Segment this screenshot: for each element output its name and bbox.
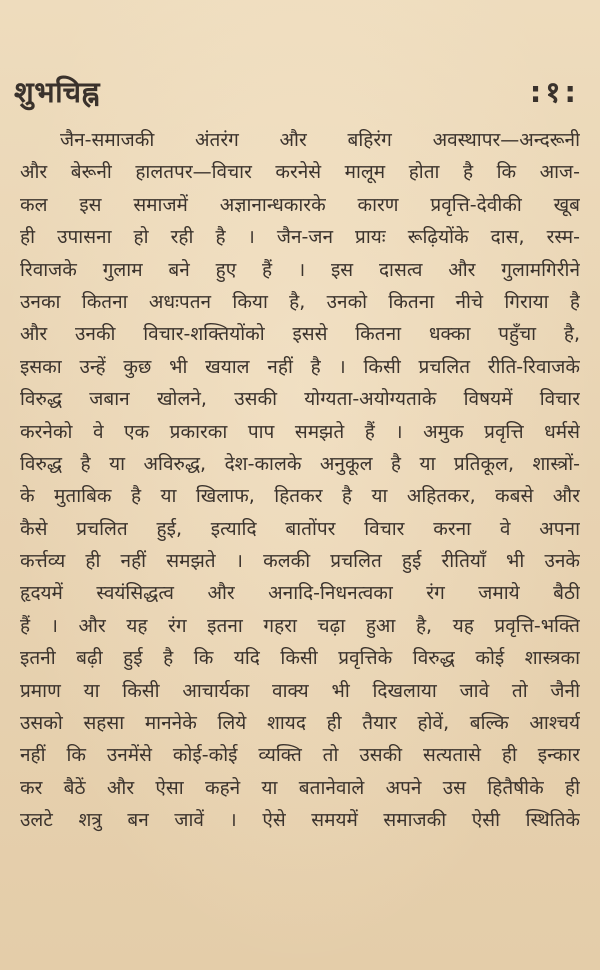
text-line: जैन-समाजकी अंतरंग और बहिरंग अवस्थापर—अन्दरूनी: [60, 129, 580, 151]
page-number: :१:: [529, 75, 580, 109]
text-line: विरुद्ध जबान खोलने, उसकी योग्यता-अयोग्यताके विषयमें विचार: [20, 388, 580, 411]
text-line: कैसे प्रचलित हुई, इत्यादि बातोंपर विचार करना वे अपना: [20, 517, 580, 540]
text-line: इसका उन्हें कुछ भी खयाल नहीं है । किसी प्रचलित रीति-रिवाजके: [20, 355, 580, 378]
text-line: ही उपासना हो रही है । जैन-जन प्रायः रूढ़ियोंके दास, रस्म-: [20, 226, 580, 249]
running-title: शुभचिह्न: [14, 75, 101, 109]
text-line: उलटे शत्रु बन जावें । ऐसे समयमें समाजकी ऐसी स्थितिके: [20, 809, 580, 832]
text-line: हृदयमें स्वयंसिद्धत्व और अनादि-निधनत्वका रंग जमाये बैठी: [20, 582, 580, 605]
text-line: के मुताबिक है या खिलाफ, हितकर है या अहितकर, कबसे और: [20, 485, 580, 508]
text-line: और उनकी विचार-शक्तियोंको इससे कितना धक्का पहुँचा है,: [20, 323, 580, 346]
page-header: [14, 72, 586, 118]
text-line: हैं । और यह रंग इतना गहरा चढ़ा हुआ है, यह प्रवृत्ति-भक्ति: [20, 614, 580, 637]
text-line: नहीं कि उनमेंसे कोई-कोई व्यक्ति तो उसकी सत्यतासे ही इन्कार: [20, 744, 580, 767]
body-text: [20, 124, 580, 837]
text-line: कर्त्तव्य ही नहीं समझते । कलकी प्रचलित हुई रीतियाँ भी उनके: [20, 550, 580, 573]
text-line: कर बैठें और ऐसा कहने या बतानेवाले अपने उस हितैषीके ही: [20, 776, 580, 799]
text-line: इतनी बढ़ी हुई है कि यदि किसी प्रवृत्तिके विरुद्ध कोई शास्त्रका: [20, 647, 580, 670]
text-line: विरुद्ध है या अविरुद्ध, देश-कालके अनुकूल है या प्रतिकूल, शास्त्रों-: [20, 452, 580, 475]
text-line: और बेरूनी हालतपर—विचार करनेसे मालूम होता है कि आज-: [20, 161, 580, 184]
text-line: रिवाजके गुलाम बने हुए हैं । इस दासत्व और गुलामगिरीने: [20, 258, 580, 281]
text-line: कल इस समाजमें अज्ञानान्धकारके कारण प्रवृत्ति-देवीकी खूब: [20, 193, 580, 216]
text-line: उसको सहसा माननेके लिये शायद ही तैयार होवें, बल्कि आश्चर्य: [20, 712, 580, 735]
text-line: प्रमाण या किसी आचार्यका वाक्य भी दिखलाया जावे तो जैनी: [20, 679, 580, 702]
text-line: करनेको वे एक प्रकारका पाप समझते हैं । अमुक प्रवृत्ति धर्मसे: [20, 420, 580, 443]
text-line: उनका कितना अधःपतन किया है, उनको कितना नीचे गिराया है: [20, 290, 580, 313]
